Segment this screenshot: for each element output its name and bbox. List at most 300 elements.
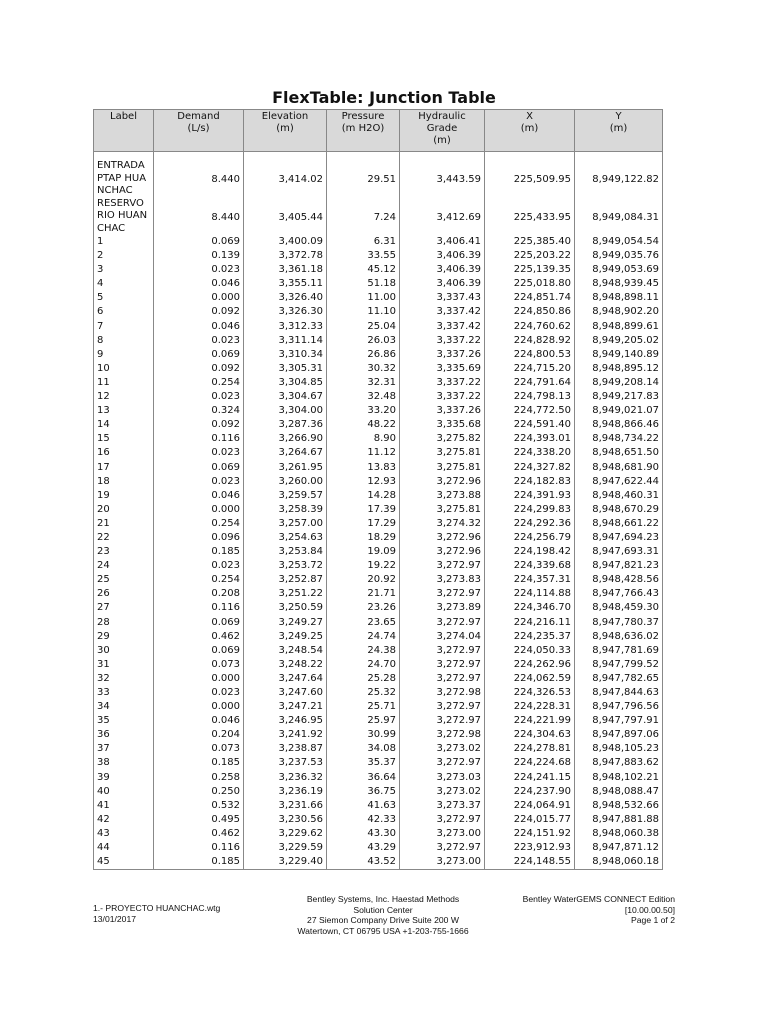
- cell-value: 0.000: [154, 291, 244, 305]
- cell-value: 3,337.22: [400, 390, 485, 404]
- cell-value: 3,253.84: [244, 545, 327, 559]
- cell-value: 3,273.83: [400, 573, 485, 587]
- cell-value: 6.31: [327, 235, 400, 249]
- cell-value: 8,948,866.46: [575, 418, 663, 432]
- cell-value: 3,258.39: [244, 503, 327, 517]
- cell-value: 225,018.80: [485, 277, 575, 291]
- cell-value: 8,949,054.54: [575, 235, 663, 249]
- cell-value: 33.55: [327, 249, 400, 263]
- cell-value: 224,064.91: [485, 799, 575, 813]
- cell-value: 3,272.97: [400, 714, 485, 728]
- cell-value: 3,273.00: [400, 827, 485, 841]
- cell-value: 224,015.77: [485, 813, 575, 827]
- cell-value: 0.254: [154, 573, 244, 587]
- column-header-line: (m): [520, 123, 539, 134]
- cell-value: 3,247.21: [244, 700, 327, 714]
- cell-value: 224,256.79: [485, 531, 575, 545]
- cell-value: 225,433.95: [485, 198, 575, 236]
- column-header-line: Demand: [177, 111, 220, 122]
- spacer-cell: [575, 152, 663, 161]
- cell-value: 0.023: [154, 446, 244, 460]
- cell-value: 3,337.42: [400, 320, 485, 334]
- cell-value: 0.532: [154, 799, 244, 813]
- table-row: [94, 827, 663, 841]
- table-header-row: [94, 110, 663, 152]
- column-header-line: Hydraulic: [418, 111, 466, 122]
- table-row: [94, 320, 663, 334]
- cell-value: 36.75: [327, 785, 400, 799]
- cell-value: 0.185: [154, 756, 244, 770]
- cell-label: 18: [94, 475, 154, 489]
- cell-value: 17.39: [327, 503, 400, 517]
- cell-label: 8: [94, 334, 154, 348]
- cell-label: 17: [94, 461, 154, 475]
- table-row: [94, 362, 663, 376]
- cell-value: 26.86: [327, 348, 400, 362]
- cell-value: 0.495: [154, 813, 244, 827]
- cell-value: 24.74: [327, 630, 400, 644]
- cell-value: 3,275.81: [400, 461, 485, 475]
- cell-value: 3,272.97: [400, 841, 485, 855]
- cell-value: 224,224.68: [485, 756, 575, 770]
- cell-value: 43.52: [327, 855, 400, 870]
- cell-value: 3,287.36: [244, 418, 327, 432]
- cell-label: RESERVORIO HUANCHAC: [94, 198, 154, 236]
- cell-value: 224,338.20: [485, 446, 575, 460]
- cell-value: 8,948,532.66: [575, 799, 663, 813]
- cell-value: 3,241.92: [244, 728, 327, 742]
- table-row: [94, 376, 663, 390]
- table-row: [94, 475, 663, 489]
- footer-company-line: Watertown, CT 06795 USA +1-203-755-1666: [297, 925, 469, 936]
- cell-value: 21.71: [327, 587, 400, 601]
- cell-value: 225,385.40: [485, 235, 575, 249]
- cell-value: 224,198.42: [485, 545, 575, 559]
- cell-value: 0.185: [154, 855, 244, 870]
- cell-value: 0.254: [154, 517, 244, 531]
- cell-value: 3,337.26: [400, 404, 485, 418]
- cell-value: 224,800.53: [485, 348, 575, 362]
- cell-value: 0.116: [154, 841, 244, 855]
- cell-value: 0.023: [154, 475, 244, 489]
- footer-page-number: Page 1 of 2: [631, 915, 675, 925]
- cell-value: 8,949,140.89: [575, 348, 663, 362]
- cell-value: 3,272.97: [400, 644, 485, 658]
- column-header: [485, 110, 575, 152]
- spacer-cell: [327, 152, 400, 161]
- cell-value: 3,310.34: [244, 348, 327, 362]
- cell-value: 3,326.40: [244, 291, 327, 305]
- cell-value: 8,947,871.12: [575, 841, 663, 855]
- table-row: [94, 263, 663, 277]
- cell-value: 25.32: [327, 686, 400, 700]
- cell-value: 0.092: [154, 362, 244, 376]
- cell-value: 13.83: [327, 461, 400, 475]
- cell-value: 3,272.97: [400, 813, 485, 827]
- table-row: [94, 277, 663, 291]
- cell-value: 0.000: [154, 700, 244, 714]
- column-header-line: Grade: [426, 123, 458, 134]
- cell-value: 0.116: [154, 432, 244, 446]
- cell-value: 3,400.09: [244, 235, 327, 249]
- table-row: [94, 503, 663, 517]
- cell-value: 3,257.00: [244, 517, 327, 531]
- footer-company-info: [278, 894, 488, 936]
- cell-value: 43.30: [327, 827, 400, 841]
- cell-value: 3,272.98: [400, 686, 485, 700]
- cell-value: 3,312.33: [244, 320, 327, 334]
- cell-value: 0.116: [154, 601, 244, 615]
- cell-value: 24.70: [327, 658, 400, 672]
- table-row: [94, 813, 663, 827]
- cell-label: 13: [94, 404, 154, 418]
- cell-value: 8,948,670.29: [575, 503, 663, 517]
- cell-value: 11.00: [327, 291, 400, 305]
- cell-value: 225,139.35: [485, 263, 575, 277]
- cell-value: 8,948,460.31: [575, 489, 663, 503]
- column-header-line: (m): [609, 123, 628, 134]
- cell-value: 0.073: [154, 742, 244, 756]
- cell-value: 0.023: [154, 686, 244, 700]
- cell-value: 225,203.22: [485, 249, 575, 263]
- cell-value: 19.22: [327, 559, 400, 573]
- cell-label: 44: [94, 841, 154, 855]
- cell-value: 3,251.22: [244, 587, 327, 601]
- cell-value: 8,948,902.20: [575, 305, 663, 319]
- column-header-line: (L/s): [187, 123, 210, 134]
- cell-value: 3,406.39: [400, 263, 485, 277]
- table-row: [94, 785, 663, 799]
- cell-value: 3,406.39: [400, 277, 485, 291]
- cell-value: 3,247.60: [244, 686, 327, 700]
- cell-value: 224,346.70: [485, 601, 575, 615]
- cell-value: 26.03: [327, 334, 400, 348]
- cell-label: 3: [94, 263, 154, 277]
- table-row: [94, 855, 663, 870]
- table-row: [94, 658, 663, 672]
- cell-value: 3,248.22: [244, 658, 327, 672]
- cell-value: 8,948,060.38: [575, 827, 663, 841]
- cell-value: 3,249.27: [244, 616, 327, 630]
- cell-value: 0.046: [154, 489, 244, 503]
- table-row: [94, 198, 663, 236]
- cell-label: 37: [94, 742, 154, 756]
- column-header-line: (m): [276, 123, 294, 134]
- cell-value: 3,304.00: [244, 404, 327, 418]
- page-title: FlexTable: Junction Table: [272, 88, 496, 107]
- cell-value: 0.250: [154, 785, 244, 799]
- cell-value: 3,406.41: [400, 235, 485, 249]
- cell-label: 45: [94, 855, 154, 870]
- column-header-line: (m): [433, 135, 451, 146]
- cell-value: 224,339.68: [485, 559, 575, 573]
- cell-value: 224,148.55: [485, 855, 575, 870]
- cell-value: 8,947,766.43: [575, 587, 663, 601]
- cell-label: 9: [94, 348, 154, 362]
- cell-value: 3,355.11: [244, 277, 327, 291]
- column-header: [244, 110, 327, 152]
- cell-value: 0.000: [154, 503, 244, 517]
- cell-value: 3,273.03: [400, 771, 485, 785]
- cell-value: 3,230.56: [244, 813, 327, 827]
- column-header: [94, 110, 154, 152]
- cell-value: 3,266.90: [244, 432, 327, 446]
- cell-value: 3,273.89: [400, 601, 485, 615]
- cell-value: 224,114.88: [485, 587, 575, 601]
- cell-value: 29.51: [327, 160, 400, 198]
- cell-value: 224,221.99: [485, 714, 575, 728]
- cell-value: 3,229.62: [244, 827, 327, 841]
- cell-value: 0.069: [154, 461, 244, 475]
- cell-label: 2: [94, 249, 154, 263]
- cell-label: ENTRADA PTAP HUANCHAC: [94, 160, 154, 198]
- cell-label: 21: [94, 517, 154, 531]
- cell-label: 38: [94, 756, 154, 770]
- cell-label: 33: [94, 686, 154, 700]
- cell-value: 224,182.83: [485, 475, 575, 489]
- cell-value: 36.64: [327, 771, 400, 785]
- cell-value: 0.204: [154, 728, 244, 742]
- table-row: [94, 461, 663, 475]
- footer-product-info: [523, 894, 675, 926]
- table-row: [94, 630, 663, 644]
- cell-label: 27: [94, 601, 154, 615]
- cell-value: 0.023: [154, 263, 244, 277]
- cell-label: 40: [94, 785, 154, 799]
- cell-value: 224,715.20: [485, 362, 575, 376]
- cell-value: 3,264.67: [244, 446, 327, 460]
- cell-value: 8,949,084.31: [575, 198, 663, 236]
- cell-value: 0.046: [154, 714, 244, 728]
- cell-value: 3,273.02: [400, 785, 485, 799]
- cell-value: 25.71: [327, 700, 400, 714]
- cell-value: 8.440: [154, 160, 244, 198]
- cell-value: 8,947,780.37: [575, 616, 663, 630]
- cell-value: 11.10: [327, 305, 400, 319]
- cell-value: 8,948,102.21: [575, 771, 663, 785]
- cell-label: 20: [94, 503, 154, 517]
- column-header-line: Elevation: [261, 111, 309, 122]
- cell-value: 3,248.54: [244, 644, 327, 658]
- table-row: [94, 756, 663, 770]
- spacer-cell: [154, 152, 244, 161]
- cell-value: 8,949,217.83: [575, 390, 663, 404]
- cell-label: 32: [94, 672, 154, 686]
- cell-value: 41.63: [327, 799, 400, 813]
- table-row: [94, 616, 663, 630]
- table-body: [94, 152, 663, 870]
- cell-label: 29: [94, 630, 154, 644]
- cell-value: 224,760.62: [485, 320, 575, 334]
- cell-label: 5: [94, 291, 154, 305]
- cell-value: 8,947,821.23: [575, 559, 663, 573]
- table-row: [94, 601, 663, 615]
- table-row: [94, 573, 663, 587]
- cell-value: 3,272.97: [400, 756, 485, 770]
- cell-value: 3,304.67: [244, 390, 327, 404]
- cell-value: 3,412.69: [400, 198, 485, 236]
- table-row: [94, 235, 663, 249]
- cell-value: 3,311.14: [244, 334, 327, 348]
- cell-value: 8,947,796.56: [575, 700, 663, 714]
- cell-value: 3,260.00: [244, 475, 327, 489]
- cell-value: 224,304.63: [485, 728, 575, 742]
- cell-value: 3,247.64: [244, 672, 327, 686]
- cell-value: 8,947,881.88: [575, 813, 663, 827]
- cell-value: 8,948,105.23: [575, 742, 663, 756]
- cell-value: 3,337.22: [400, 376, 485, 390]
- cell-value: 3,272.98: [400, 728, 485, 742]
- cell-value: 3,273.37: [400, 799, 485, 813]
- spacer-cell: [485, 152, 575, 161]
- cell-value: 3,274.04: [400, 630, 485, 644]
- cell-value: 224,216.11: [485, 616, 575, 630]
- cell-value: 8.440: [154, 198, 244, 236]
- cell-value: 224,772.50: [485, 404, 575, 418]
- cell-value: 3,337.43: [400, 291, 485, 305]
- cell-label: 41: [94, 799, 154, 813]
- table-row: [94, 348, 663, 362]
- cell-value: 224,327.82: [485, 461, 575, 475]
- cell-label: 24: [94, 559, 154, 573]
- cell-value: 224,292.36: [485, 517, 575, 531]
- column-header: [400, 110, 485, 152]
- cell-value: 43.29: [327, 841, 400, 855]
- cell-value: 8,948,661.22: [575, 517, 663, 531]
- table-row: [94, 587, 663, 601]
- table-row: [94, 432, 663, 446]
- cell-value: 3,304.85: [244, 376, 327, 390]
- cell-value: 0.069: [154, 616, 244, 630]
- column-header: [575, 110, 663, 152]
- cell-value: 3,229.40: [244, 855, 327, 870]
- cell-value: 8,947,797.91: [575, 714, 663, 728]
- table-row: [94, 672, 663, 686]
- table-row: [94, 489, 663, 503]
- cell-value: 8,948,898.11: [575, 291, 663, 305]
- column-header-line: Label: [110, 111, 137, 122]
- cell-value: 8,947,782.65: [575, 672, 663, 686]
- cell-value: 8,949,035.76: [575, 249, 663, 263]
- column-header-line: Pressure: [341, 111, 385, 122]
- cell-value: 0.462: [154, 630, 244, 644]
- table-row: [94, 714, 663, 728]
- cell-value: 0.023: [154, 390, 244, 404]
- cell-label: 14: [94, 418, 154, 432]
- cell-value: 0.258: [154, 771, 244, 785]
- cell-value: 8,947,883.62: [575, 756, 663, 770]
- cell-label: 6: [94, 305, 154, 319]
- cell-value: 3,273.00: [400, 855, 485, 870]
- cell-value: 224,151.92: [485, 827, 575, 841]
- cell-value: 0.046: [154, 320, 244, 334]
- footer-date: 13/01/2017: [93, 913, 137, 924]
- table-row: [94, 249, 663, 263]
- cell-value: 3,254.63: [244, 531, 327, 545]
- cell-value: 19.09: [327, 545, 400, 559]
- cell-value: 0.139: [154, 249, 244, 263]
- cell-value: 3,229.59: [244, 841, 327, 855]
- cell-value: 3,273.88: [400, 489, 485, 503]
- cell-value: 224,798.13: [485, 390, 575, 404]
- cell-value: 3,272.96: [400, 545, 485, 559]
- cell-label: 16: [94, 446, 154, 460]
- cell-value: 3,337.42: [400, 305, 485, 319]
- cell-value: 3,250.59: [244, 601, 327, 615]
- cell-value: 35.37: [327, 756, 400, 770]
- table-row: [94, 160, 663, 198]
- cell-value: 0.000: [154, 672, 244, 686]
- cell-value: 8,949,053.69: [575, 263, 663, 277]
- cell-value: 0.208: [154, 587, 244, 601]
- cell-value: 3,275.81: [400, 503, 485, 517]
- cell-value: 3,231.66: [244, 799, 327, 813]
- footer-file-info: [93, 903, 220, 924]
- table-row: [94, 418, 663, 432]
- table-row: [94, 728, 663, 742]
- cell-value: 224,237.90: [485, 785, 575, 799]
- cell-value: 3,406.39: [400, 249, 485, 263]
- cell-value: 0.069: [154, 348, 244, 362]
- cell-value: 3,405.44: [244, 198, 327, 236]
- cell-value: 3,272.97: [400, 587, 485, 601]
- table-row: [94, 305, 663, 319]
- cell-value: 33.20: [327, 404, 400, 418]
- cell-value: 8.90: [327, 432, 400, 446]
- cell-value: 3,274.32: [400, 517, 485, 531]
- cell-value: 3,272.97: [400, 559, 485, 573]
- cell-value: 0.092: [154, 418, 244, 432]
- cell-value: 224,278.81: [485, 742, 575, 756]
- cell-value: 34.08: [327, 742, 400, 756]
- cell-value: 0.069: [154, 644, 244, 658]
- cell-value: 3,305.31: [244, 362, 327, 376]
- cell-value: 225,509.95: [485, 160, 575, 198]
- cell-value: 3,252.87: [244, 573, 327, 587]
- table-row: [94, 559, 663, 573]
- cell-value: 3,372.78: [244, 249, 327, 263]
- cell-value: 0.324: [154, 404, 244, 418]
- cell-label: 43: [94, 827, 154, 841]
- table-row: [94, 404, 663, 418]
- cell-label: 23: [94, 545, 154, 559]
- cell-value: 8,947,799.52: [575, 658, 663, 672]
- table-row: [94, 686, 663, 700]
- cell-label: 11: [94, 376, 154, 390]
- cell-value: 7.24: [327, 198, 400, 236]
- cell-value: 3,237.53: [244, 756, 327, 770]
- cell-value: 3,246.95: [244, 714, 327, 728]
- cell-value: 0.046: [154, 277, 244, 291]
- cell-value: 224,062.59: [485, 672, 575, 686]
- cell-value: 224,393.01: [485, 432, 575, 446]
- cell-value: 48.22: [327, 418, 400, 432]
- cell-label: 19: [94, 489, 154, 503]
- cell-value: 3,272.97: [400, 700, 485, 714]
- cell-value: 18.29: [327, 531, 400, 545]
- table-row: [94, 291, 663, 305]
- cell-value: 224,591.40: [485, 418, 575, 432]
- cell-value: 8,948,899.61: [575, 320, 663, 334]
- table-row: [94, 531, 663, 545]
- cell-value: 12.93: [327, 475, 400, 489]
- cell-value: 8,948,681.90: [575, 461, 663, 475]
- cell-value: 8,947,781.69: [575, 644, 663, 658]
- cell-value: 3,272.97: [400, 616, 485, 630]
- cell-value: 8,947,622.44: [575, 475, 663, 489]
- cell-value: 224,791.64: [485, 376, 575, 390]
- cell-value: 8,948,428.56: [575, 573, 663, 587]
